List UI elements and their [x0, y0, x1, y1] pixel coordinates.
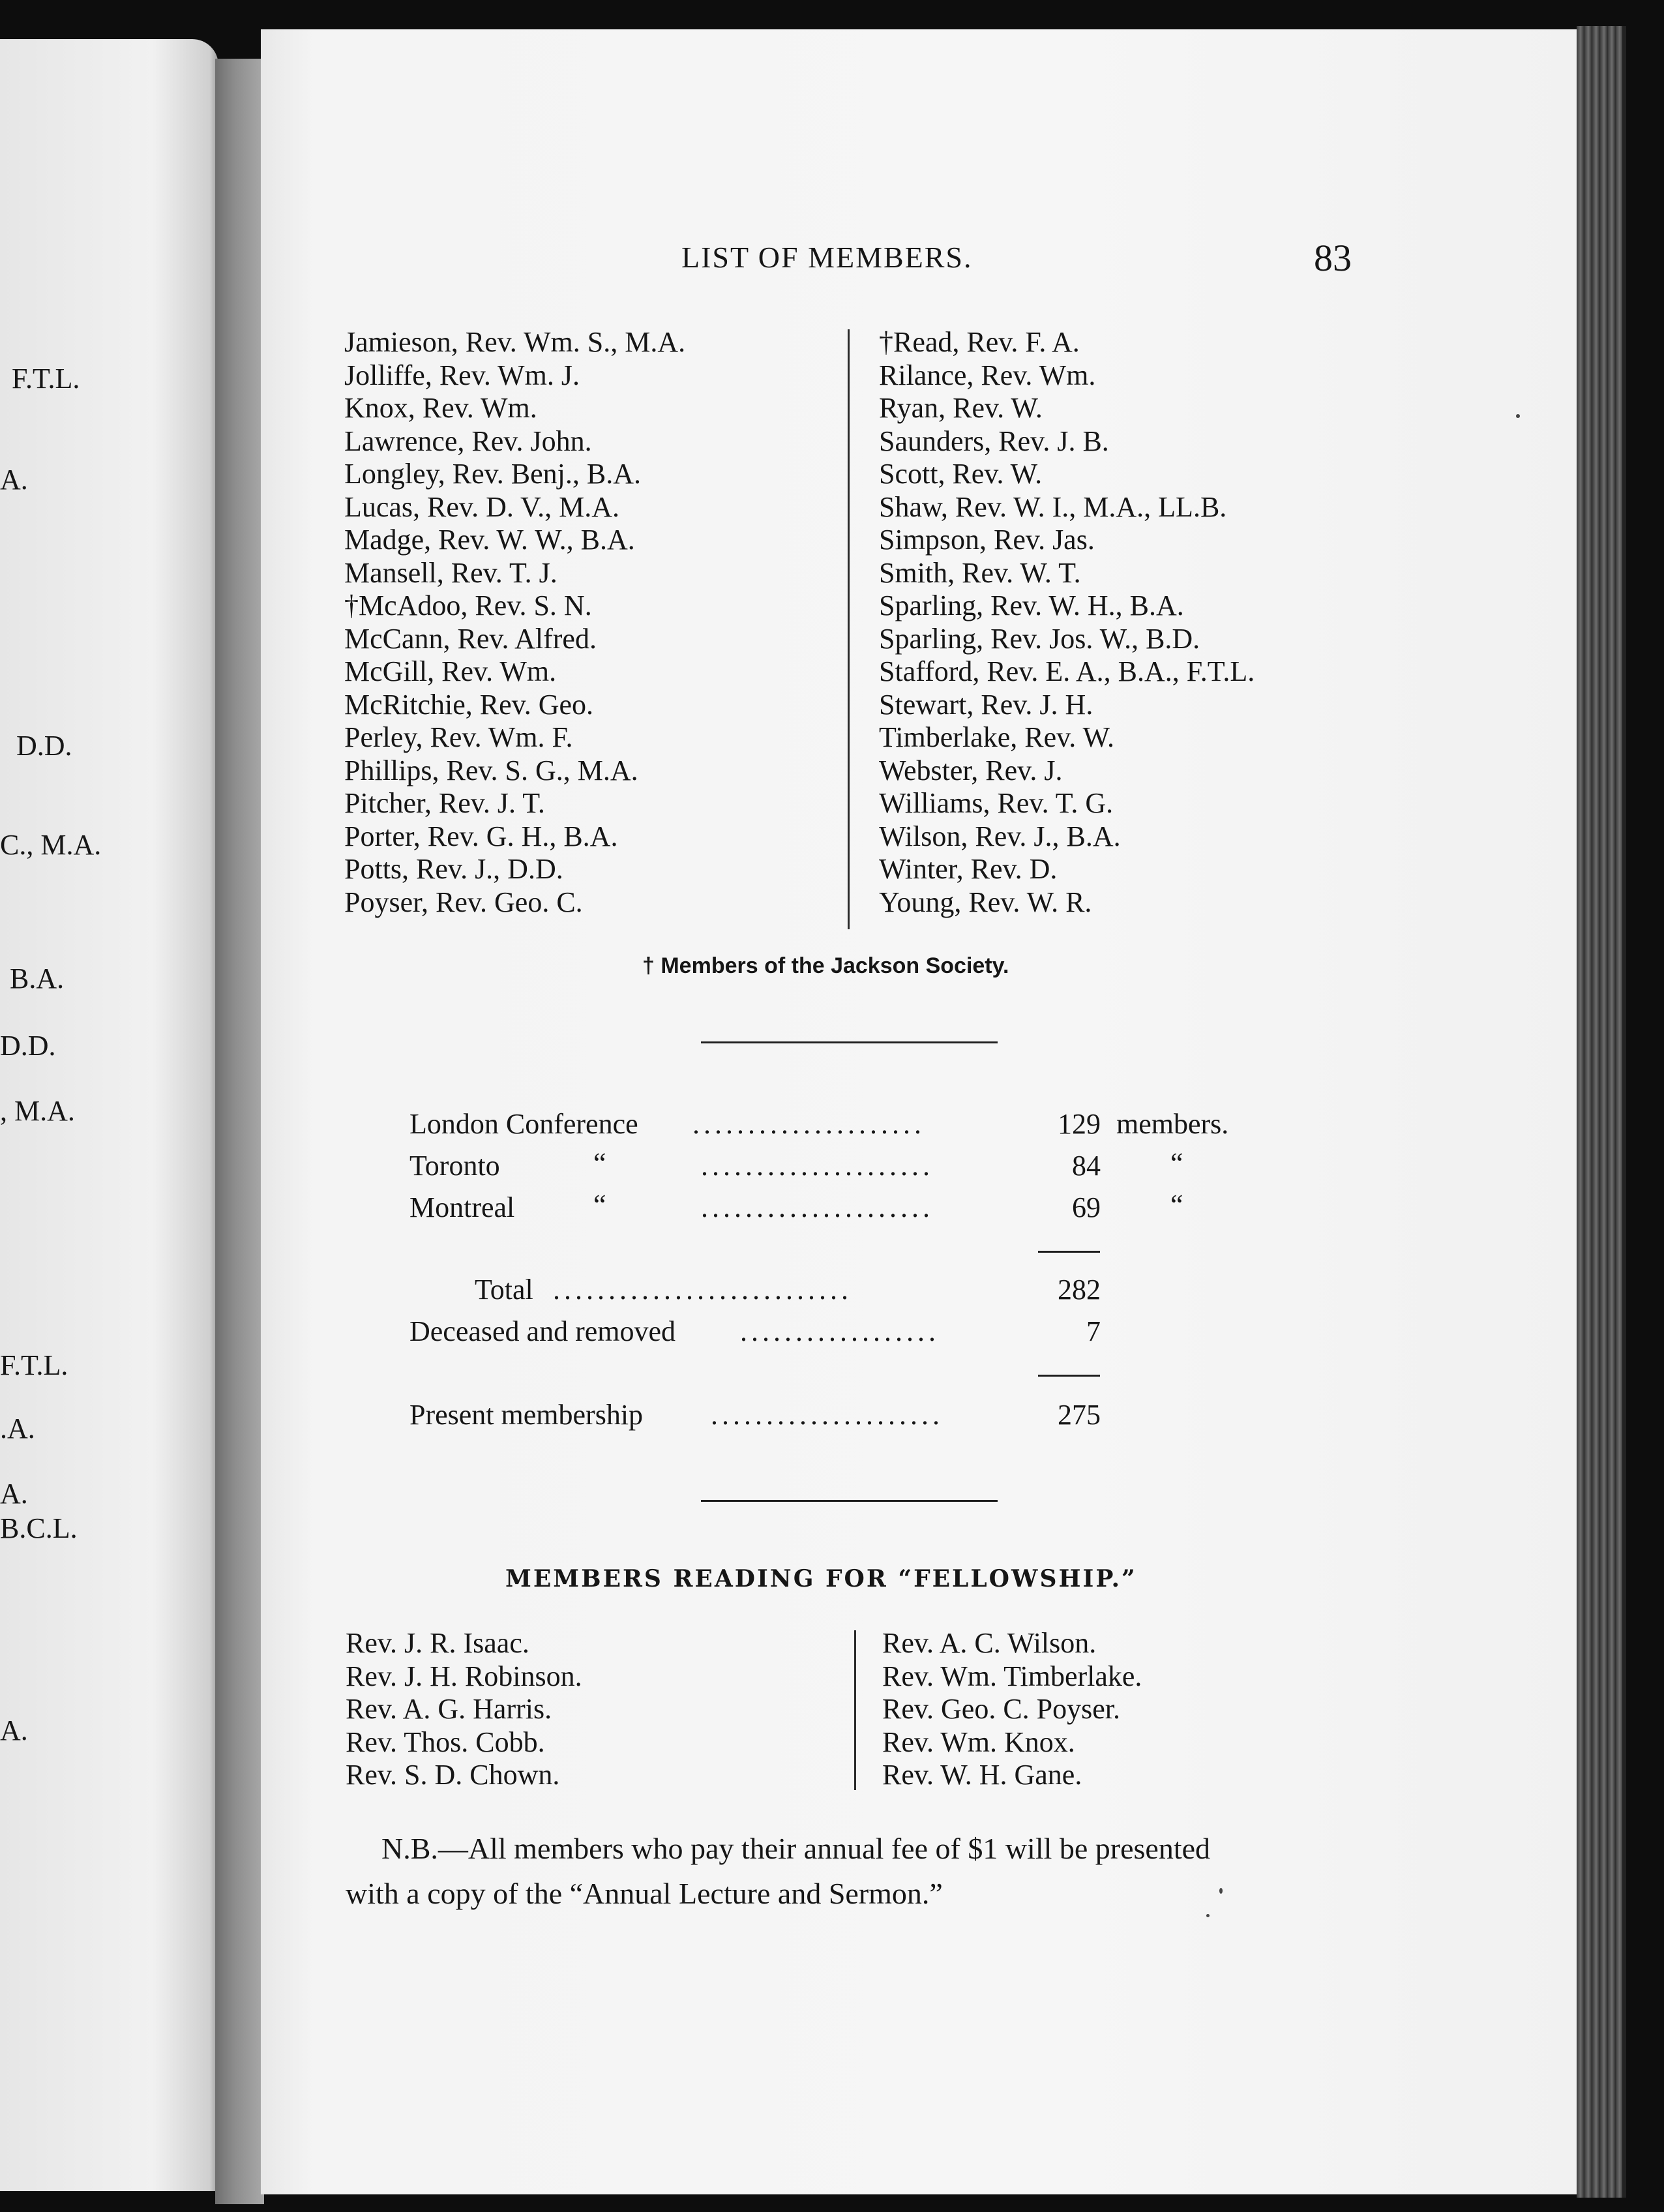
page-edges — [1577, 26, 1626, 2198]
member-entry: Pitcher, Rev. J. T. — [344, 787, 545, 819]
member-entry: †Read, Rev. F. A. — [879, 326, 1080, 358]
tally-value-toronto: 84 — [1072, 1150, 1101, 1182]
column-divider — [848, 329, 850, 929]
fellowship-entry: Rev. W. H. Gane. — [882, 1759, 1082, 1791]
fellowship-entry: Rev. A. C. Wilson. — [882, 1627, 1097, 1659]
jackson-society-footnote: † Members of the Jackson Society. — [642, 953, 1009, 978]
member-entry: †McAdoo, Rev. S. N. — [344, 590, 592, 621]
section-rule — [701, 1041, 998, 1043]
ditto-mark: “ — [1170, 1189, 1183, 1221]
tally-value-total: 282 — [1058, 1274, 1101, 1306]
member-entry: Winter, Rev. D. — [879, 853, 1058, 885]
fellowship-entry: Rev. Thos. Cobb. — [346, 1726, 545, 1758]
fellowship-column-right — [882, 1627, 1142, 1792]
member-entry: Webster, Rev. J. — [879, 754, 1063, 786]
sum-rule — [1038, 1251, 1100, 1253]
left-page-fragment: .A. — [0, 1412, 35, 1444]
left-page-fragment: , M.A. — [0, 1095, 75, 1127]
tally-label-london: London Conference — [409, 1108, 638, 1140]
member-entry: Mansell, Rev. T. J. — [344, 556, 557, 589]
member-entry: Williams, Rev. T. G. — [879, 787, 1114, 819]
member-entry: Sparling, Rev. W. H., B.A. — [879, 590, 1184, 621]
member-entry: McGill, Rev. Wm. — [344, 655, 557, 687]
scan-speck — [1206, 1914, 1210, 1917]
left-page-fragment: A. — [0, 464, 28, 496]
member-entry: Shaw, Rev. W. I., M.A., LL.B. — [879, 490, 1227, 523]
column-divider — [854, 1630, 856, 1790]
leader-dots: ..................... — [711, 1399, 943, 1431]
member-entry: Phillips, Rev. S. G., M.A. — [344, 754, 638, 786]
member-entry: Ryan, Rev. W. — [879, 392, 1043, 424]
member-entry: Simpson, Rev. Jas. — [879, 524, 1095, 556]
left-page-fragment: D.D. — [16, 730, 72, 762]
sum-rule — [1038, 1375, 1100, 1377]
member-entry: Stewart, Rev. J. H. — [879, 688, 1093, 721]
member-entry: Jolliffe, Rev. Wm. J. — [344, 359, 580, 391]
member-entry: Scott, Rev. W. — [879, 458, 1043, 490]
leader-dots: ........................... — [553, 1274, 852, 1306]
member-entry: McRitchie, Rev. Geo. — [344, 688, 594, 721]
leader-dots: ..................... — [692, 1108, 925, 1140]
member-entry: Madge, Rev. W. W., B.A. — [344, 524, 635, 556]
nb-note-line-2: with a copy of the “Annual Lecture and Sermon.” — [346, 1877, 943, 1910]
tally-value-montreal: 69 — [1072, 1191, 1101, 1223]
page-number: 83 — [1314, 237, 1352, 279]
fellowship-entry: Rev. Geo. C. Poyser. — [882, 1693, 1121, 1725]
member-entry: Knox, Rev. Wm. — [344, 392, 537, 424]
fellowship-entry: Rev. S. D. Chown. — [346, 1759, 560, 1791]
tally-label-toronto: Toronto — [409, 1150, 500, 1182]
member-entry: Porter, Rev. G. H., B.A. — [344, 820, 618, 852]
tally-value-london: 129 — [1058, 1108, 1101, 1140]
tally-label-montreal: Montreal — [409, 1191, 515, 1223]
member-entry: Young, Rev. W. R. — [879, 886, 1092, 918]
fellowship-entry: Rev. J. H. Robinson. — [346, 1660, 582, 1692]
tally-label-present: Present membership — [409, 1399, 644, 1431]
leader-dots: ..................... — [701, 1150, 934, 1182]
nb-note-line-1: N.B.—All members who pay their annual fee of $1 will be presented — [381, 1832, 1211, 1865]
member-entry: Rilance, Rev. Wm. — [879, 359, 1096, 391]
fellowship-heading: MEMBERS READING FOR “FELLOWSHIP.” — [505, 1565, 1137, 1592]
leader-dots: ..................... — [701, 1191, 934, 1223]
member-entry: Poyser, Rev. Geo. C. — [344, 886, 583, 918]
ditto-mark: “ — [593, 1189, 606, 1221]
tally-label-deceased: Deceased and removed — [409, 1315, 676, 1347]
fellowship-entry: Rev. Wm. Timberlake. — [882, 1660, 1142, 1692]
fellowship-entry: Rev. A. G. Harris. — [346, 1693, 552, 1725]
left-page-fragment: D.D. — [0, 1030, 56, 1062]
scan-speck — [1219, 1888, 1223, 1894]
tally-unit-london: members. — [1116, 1108, 1229, 1140]
fellowship-column-left — [346, 1627, 582, 1792]
member-entry: Jamieson, Rev. Wm. S., M.A. — [344, 326, 686, 358]
left-page-fragment: F.T.L. — [12, 363, 80, 395]
member-entry: Perley, Rev. Wm. F. — [344, 721, 573, 753]
member-entry: Stafford, Rev. E. A., B.A., F.T.L. — [879, 655, 1255, 687]
left-page-fragment: B.C.L. — [0, 1512, 78, 1544]
member-entry: Saunders, Rev. J. B. — [879, 425, 1109, 457]
member-entry: Potts, Rev. J., D.D. — [344, 853, 563, 885]
left-page-fragment: A. — [0, 1478, 28, 1510]
left-page-fragment: C., M.A. — [0, 829, 102, 861]
section-rule — [701, 1500, 998, 1502]
left-page-fragment: B.A. — [10, 963, 65, 994]
leader-dots: .................. — [740, 1315, 940, 1347]
tally-value-deceased: 7 — [1086, 1315, 1101, 1347]
running-title: LIST OF MEMBERS. — [681, 241, 973, 274]
book-gutter — [215, 59, 264, 2204]
member-entry: Lucas, Rev. D. V., M.A. — [344, 490, 620, 523]
tally-label-total: Total — [475, 1274, 533, 1306]
member-entry: Longley, Rev. Benj., B.A. — [344, 458, 642, 490]
fellowship-entry: Rev. Wm. Knox. — [882, 1726, 1075, 1758]
fellowship-entry: Rev. J. R. Isaac. — [346, 1627, 529, 1659]
left-page-fragment: F.T.L. — [0, 1349, 68, 1381]
scan-speck — [1516, 414, 1520, 418]
members-column-right — [879, 326, 1255, 919]
ditto-mark: “ — [1170, 1147, 1183, 1179]
ditto-mark: “ — [593, 1147, 606, 1179]
member-entry: Timberlake, Rev. W. — [879, 721, 1114, 753]
members-column-left — [344, 326, 685, 919]
member-entry: Smith, Rev. W. T. — [879, 556, 1081, 589]
member-entry: McCann, Rev. Alfred. — [344, 622, 597, 655]
left-page-fragment: A. — [0, 1714, 28, 1746]
member-entry: Lawrence, Rev. John. — [344, 425, 592, 457]
member-entry: Wilson, Rev. J., B.A. — [879, 820, 1121, 852]
tally-value-present: 275 — [1058, 1399, 1101, 1431]
member-entry: Sparling, Rev. Jos. W., B.D. — [879, 622, 1200, 655]
